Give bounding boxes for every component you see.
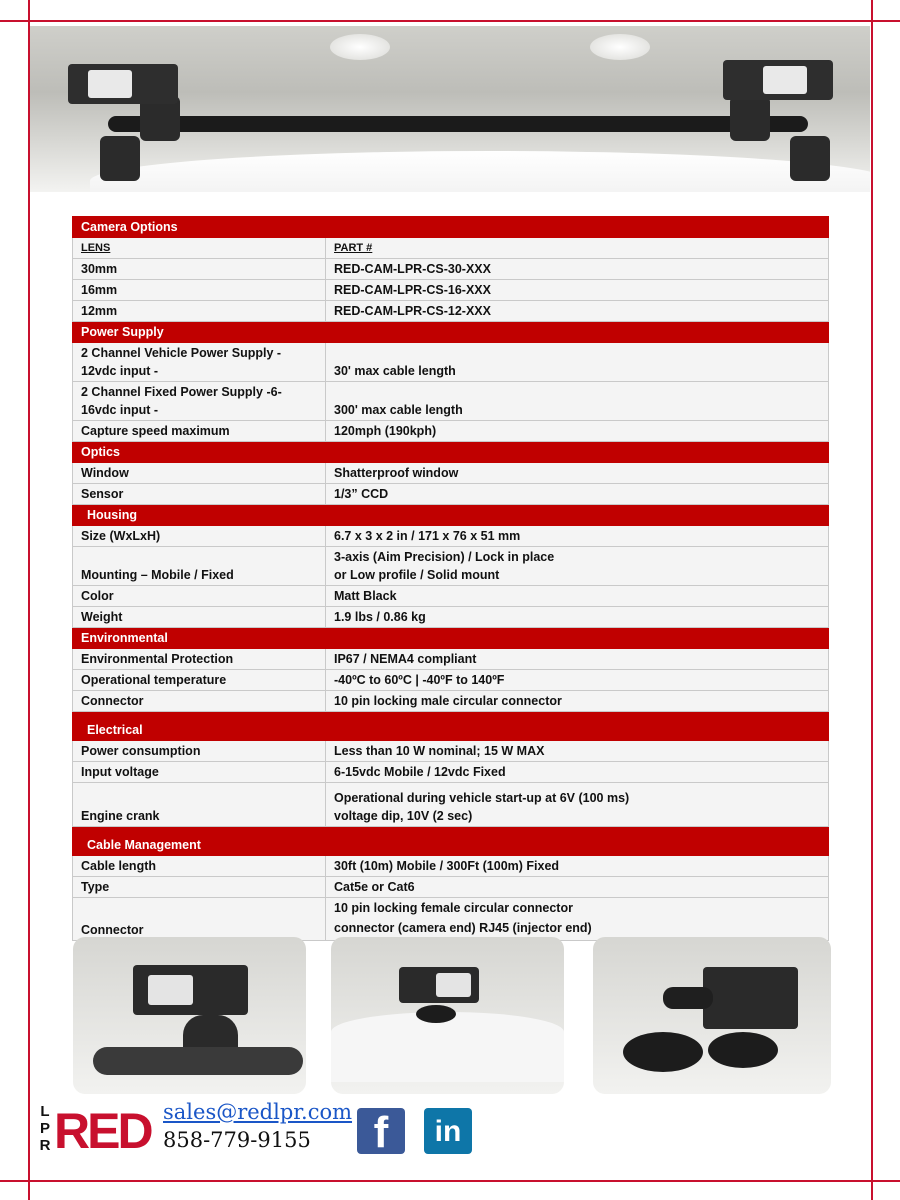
section-header-housing: Housing — [73, 505, 829, 526]
table-row: 2 Channel Fixed Power Supply -6- 16vdc input - 300' max cable length — [73, 382, 829, 421]
camera-lens — [148, 975, 193, 1005]
logo-red: RED — [54, 1103, 151, 1159]
camera-mount-right — [730, 96, 770, 141]
table-row: Capture speed maximum 120mph (190kph) — [73, 421, 829, 442]
table-row: 2 Channel Vehicle Power Supply - 12vdc input - 30' max cable length — [73, 343, 829, 382]
table-row: Sensor 1/3” CCD — [73, 484, 829, 505]
section-header-cable-management: Cable Management — [73, 827, 829, 856]
product-photo-camera-mount — [73, 937, 306, 1094]
column-header-part: PART # — [326, 238, 829, 259]
spec-table — [72, 216, 829, 941]
cable-connector — [663, 987, 713, 1009]
table-row: Color Matt Black — [73, 586, 829, 607]
table-row: Connector 10 pin locking male circular connector — [73, 691, 829, 712]
frame-line-bottom — [0, 1180, 900, 1182]
section-header-electrical: Electrical — [73, 712, 829, 741]
table-column-headers — [73, 238, 829, 259]
section-header-environmental: Environmental — [73, 628, 829, 649]
table-row: Cable length 30ft (10m) Mobile / 300Ft (100m) Fixed — [73, 856, 829, 877]
roof-rack-bar — [108, 116, 808, 132]
car-roof — [90, 151, 870, 192]
product-photo-suction-mount — [593, 937, 831, 1094]
table-row: Type Cat5e or Cat6 — [73, 877, 829, 898]
linkedin-icon[interactable]: in — [424, 1108, 472, 1154]
table-row: Weight 1.9 lbs / 0.86 kg — [73, 607, 829, 628]
camera-lens — [763, 66, 807, 94]
contact-info — [163, 1100, 352, 1152]
camera-right — [723, 60, 833, 100]
rack-foot-left — [100, 136, 140, 181]
table-row: 12mm RED-CAM-LPR-CS-12-XXX — [73, 301, 829, 322]
mount-base — [416, 1005, 456, 1023]
camera-body — [703, 967, 798, 1029]
rack-foot-right — [790, 136, 830, 181]
logo-lpr: L P R — [39, 1103, 51, 1154]
redlpr-logo — [38, 1103, 150, 1159]
email-link[interactable]: sales@redlpr.com — [163, 1100, 353, 1124]
camera-lens — [88, 70, 132, 98]
table-row: 16mm RED-CAM-LPR-CS-16-XXX — [73, 280, 829, 301]
suction-cup — [708, 1032, 778, 1068]
suction-cup — [623, 1032, 703, 1072]
table-row: Input voltage 6-15vdc Mobile / 12vdc Fixed — [73, 762, 829, 783]
table-row: Engine crank Operational during vehicle start-up at 6V (100 ms) voltage dip, 10V (2 sec) — [73, 783, 829, 827]
table-row: Environmental Protection IP67 / NEMA4 compliant — [73, 649, 829, 670]
phone-number: 858-779-9155 — [163, 1128, 311, 1152]
facebook-icon[interactable]: f — [357, 1108, 405, 1154]
frame-line-top — [0, 20, 900, 22]
section-header-optics: Optics — [73, 442, 829, 463]
table-row: Size (WxLxH) 6.7 x 3 x 2 in / 171 x 76 x 51 mm — [73, 526, 829, 547]
column-header-lens: LENS — [73, 238, 326, 259]
camera-left — [68, 64, 178, 104]
table-row: Operational temperature -40ºC to 60ºC | -40ºF to 140ºF — [73, 670, 829, 691]
camera-lens — [436, 973, 471, 997]
section-header-camera-options: Camera Options — [73, 217, 829, 238]
roof-surface — [331, 1012, 564, 1082]
table-row: Window Shatterproof window — [73, 463, 829, 484]
ceiling-light — [330, 34, 390, 60]
hero-photo-roof-cameras — [30, 26, 870, 192]
table-row: Power consumption Less than 10 W nominal; 15 W MAX — [73, 741, 829, 762]
frame-line-right — [871, 0, 873, 1200]
table-row: Connector 10 pin locking female circular connector connector (camera end) RJ45 (injector end) — [73, 898, 829, 941]
table-row: Mounting – Mobile / Fixed 3-axis (Aim Precision) / Lock in place or Low profile / Solid mount — [73, 547, 829, 586]
product-photo-camera-on-roof — [331, 937, 564, 1094]
section-header-power-supply: Power Supply — [73, 322, 829, 343]
ceiling-light — [590, 34, 650, 60]
roof-rail — [93, 1047, 303, 1075]
table-row: 30mm RED-CAM-LPR-CS-30-XXX — [73, 259, 829, 280]
